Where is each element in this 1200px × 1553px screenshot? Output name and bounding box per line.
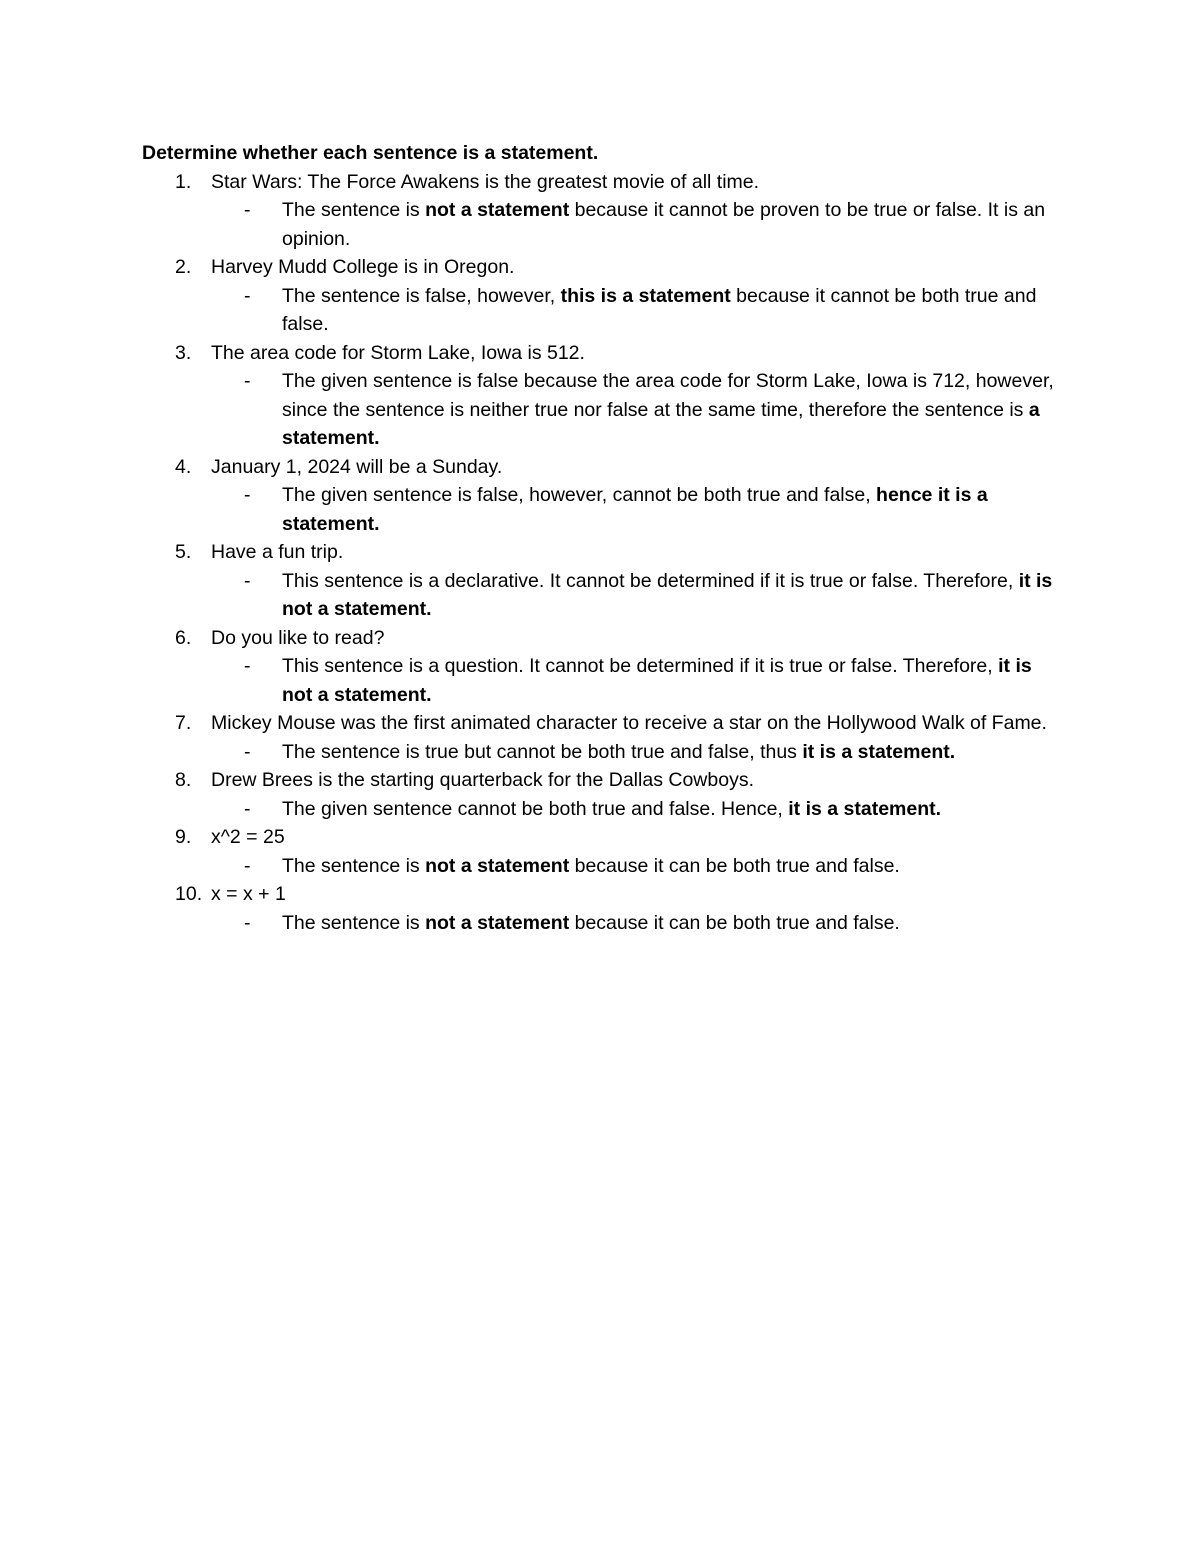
dash-bullet: - — [244, 740, 251, 763]
answer-text — [282, 285, 1036, 336]
question-text: Harvey Mudd College is in Oregon. — [211, 256, 515, 278]
question-item — [142, 339, 1062, 368]
answer-segment: The sentence is true but cannot be both true and false, thus — [282, 740, 803, 763]
answer-segment: because it can be both true and false. — [569, 854, 900, 877]
page-title: Determine whether each sentence is a statement. — [142, 142, 599, 164]
question-text: Do you like to read? — [211, 626, 385, 649]
dash-bullet: - — [244, 284, 251, 307]
dash-bullet: - — [244, 484, 251, 506]
answer-segment: The given sentence is false, however, cannot be both true and false, — [282, 484, 877, 506]
answer-text — [282, 655, 1032, 706]
question-text: The area code for Storm Lake, Iowa is 512. — [211, 341, 585, 364]
question-text: Have a fun trip. — [211, 541, 344, 563]
answer-item — [142, 567, 1062, 624]
question-number: 1. — [175, 170, 192, 193]
answer-segment: because it cannot be both true and false. — [282, 284, 1037, 335]
question-text: January 1, 2024 will be a Sunday. — [211, 455, 503, 478]
dash-bullet: - — [244, 370, 251, 392]
question-number: 9. — [175, 826, 192, 848]
answer-item — [142, 652, 1062, 709]
answer-verdict: not a statement — [425, 199, 570, 221]
question-text: x = x + 1 — [211, 883, 286, 905]
question-item — [142, 168, 1062, 197]
question-item — [142, 538, 1062, 567]
question-item — [142, 823, 1062, 852]
answer-verdict: not a statement — [425, 911, 570, 934]
answer-text — [282, 370, 1054, 449]
answer-verdict: it is not a statement. — [282, 569, 1053, 620]
question-item — [142, 709, 1062, 738]
answer-segment: The sentence is false, however, — [282, 284, 561, 307]
answer-verdict: this is a statement — [560, 284, 731, 307]
answer-segment: The given sentence cannot be both true and false. Hence, — [282, 797, 789, 820]
answer-text — [282, 912, 900, 934]
answer-item — [142, 795, 1062, 824]
dash-bullet: - — [244, 854, 251, 877]
answer-item — [142, 481, 1062, 538]
answer-verdict: it is not a statement. — [282, 655, 1032, 706]
question-number: 8. — [175, 769, 192, 791]
dash-bullet: - — [244, 569, 251, 592]
question-number: 6. — [175, 626, 192, 649]
answer-segment: The sentence is — [282, 854, 426, 877]
question-number: 3. — [175, 341, 192, 364]
answer-segment: This sentence is a declarative. It cannot be determined if it is true or false. Therefore, — [282, 569, 1019, 592]
answer-item — [142, 909, 1062, 938]
dash-bullet: - — [244, 797, 251, 820]
answer-item — [142, 282, 1062, 339]
question-number: 2. — [175, 256, 192, 278]
question-text: x^2 = 25 — [211, 826, 285, 848]
dash-bullet: - — [244, 199, 251, 221]
question-number: 4. — [175, 455, 192, 478]
answer-text — [282, 570, 1052, 621]
answer-text — [282, 855, 900, 877]
answer-verdict: a statement. — [282, 398, 1040, 449]
answer-verdict: hence it is a statement. — [282, 484, 988, 535]
answer-segment: because it cannot be proven to be true or false. It is an opinion. — [282, 199, 1046, 250]
answer-segment: The sentence is — [282, 199, 426, 221]
question-item — [142, 766, 1062, 795]
question-item — [142, 253, 1062, 282]
question-item — [142, 624, 1062, 653]
question-text: Star Wars: The Force Awakens is the greatest movie of all time. — [211, 170, 760, 193]
answer-text — [282, 741, 955, 763]
question-list — [142, 168, 1062, 938]
question-number: 5. — [175, 541, 192, 563]
answer-segment: The given sentence is false because the area code for Storm Lake, Iowa is 712, however, since the sentence is neither true nor false at the same time, therefore the sentence is — [282, 370, 1054, 421]
answer-text — [282, 484, 988, 535]
answer-text — [282, 798, 941, 820]
question-text: Mickey Mouse was the first animated character to receive a star on the Hollywood Walk of Fame. — [211, 712, 1047, 734]
question-text: Drew Brees is the starting quarterback for the Dallas Cowboys. — [211, 769, 754, 791]
answer-text — [282, 199, 1045, 250]
question-item — [142, 453, 1062, 482]
answer-item — [142, 196, 1062, 253]
answer-segment: because it can be both true and false. — [569, 911, 900, 934]
document-page — [142, 139, 1062, 937]
question-number: 7. — [175, 712, 192, 734]
answer-verdict: it is a statement. — [802, 740, 956, 763]
dash-bullet: - — [244, 911, 251, 934]
question-number: 10. — [175, 883, 203, 905]
answer-item — [142, 738, 1062, 767]
answer-item — [142, 367, 1062, 453]
answer-verdict: it is a statement. — [788, 797, 942, 820]
question-item — [142, 880, 1062, 909]
dash-bullet: - — [244, 655, 251, 677]
answer-verdict: not a statement — [425, 854, 570, 877]
answer-segment: The sentence is — [282, 911, 426, 934]
answer-item — [142, 852, 1062, 881]
answer-segment: This sentence is a question. It cannot be determined if it is true or false. Therefore, — [282, 655, 999, 677]
